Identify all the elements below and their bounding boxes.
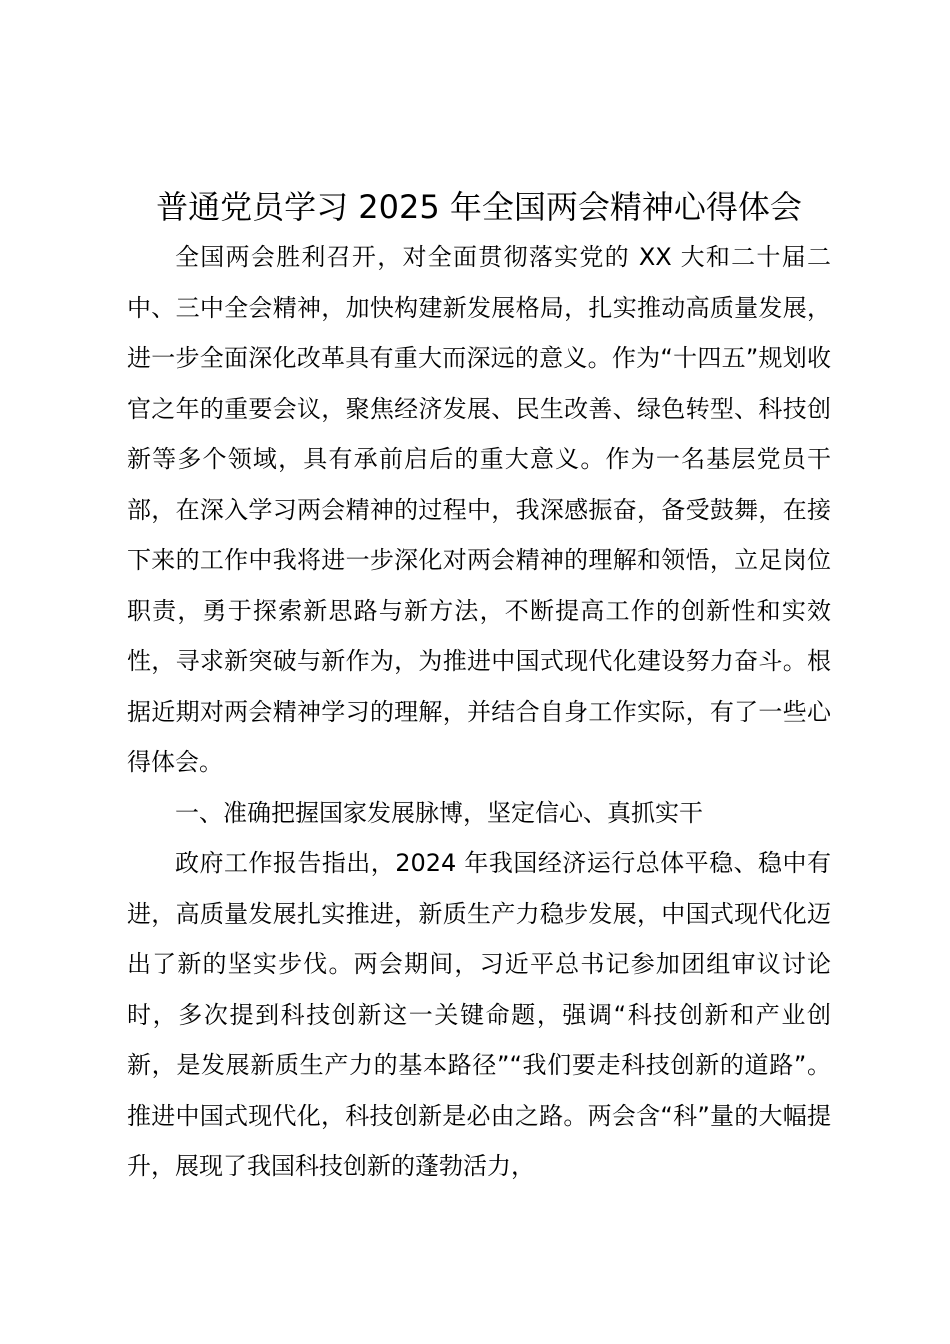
intro-paragraph: 全国两会胜利召开，对全面贯彻落实党的 XX 大和二十届二中、三中全会精神，加快构建新发展格局，扎实推动高质量发展，进一步全面深化改革具有重大而深远的意义。作为“十四五”规划收官之年的重要会议，聚焦经济发展、民生改善、绿色转型、科技创新等多个领域，具有承前启后的重大意义。作为一名基层党员干部，在深入学习两会精神的过程中，我深感振奋，备受鼓舞，在接下来的工作中我将进一步深化对两会精神的理解和领悟，立足岗位职责，勇于探索新思路与新方法，不断提高工作的创新性和实效性，寻求新突破与新作为，为推进中国式现代化建设努力奋斗。根据近期对两会精神学习的理解，并结合自身工作实际，有了一些心得体会。 <box>127 243 831 776</box>
section-paragraph: 政府工作报告指出，2024 年我国经济运行总体平稳、稳中有进，高质量发展扎实推进，新质生产力稳步发展，中国式现代化迈出了新的坚实步伐。两会期间，习近平总书记参加团组审议讨论时，多次提到科技创新这一关键命题，强调“科技创新和产业创新，是发展新质生产力的基本路径”“我们要走科技创新的道路”。推进中国式现代化，科技创新是必由之路。两会含“科”量的大幅提升，展现了我国科技创新的蓬勃活力， <box>127 849 831 1180</box>
document-page <box>127 182 831 1192</box>
section-heading: 一、准确把握国家发展脉博，坚定信心、真抓实干 <box>175 798 703 827</box>
document-title: 普通党员学习 2025 年全国两会精神心得体会 <box>156 188 802 226</box>
